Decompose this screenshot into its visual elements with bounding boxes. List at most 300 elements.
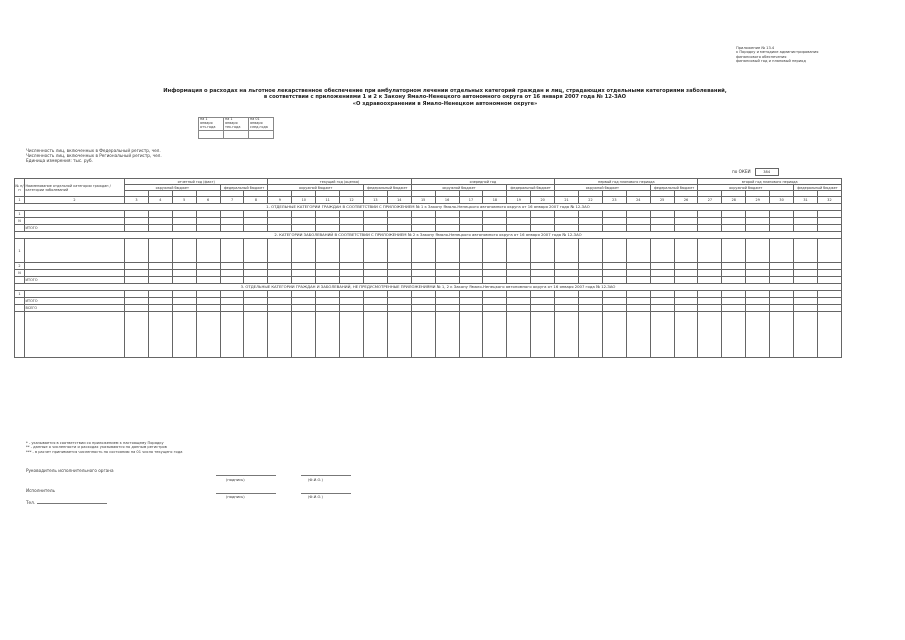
table-row	[15, 291, 842, 298]
table-cell	[268, 298, 292, 305]
table-cell	[817, 211, 841, 218]
table-cell	[483, 225, 507, 232]
table-cell	[602, 298, 626, 305]
table-cell: 3. ОТДЕЛЬНЫЕ КАТЕГОРИИ ГРАЖДАН И ЗАБОЛЕВАНИЙ, НЕ ПРЕДУСМОТРЕННЫЕ ПРИЛОЖЕНИЯМИ № 1, 2 к Закону Ямало-Ненецкого автономного округа от 16 января 2007 года № 12-ЗАО	[15, 284, 842, 291]
table-cell: N	[15, 218, 25, 225]
table-cell	[148, 239, 172, 263]
table-cell: 20	[531, 197, 555, 204]
table-cell	[25, 291, 125, 298]
table-cell	[531, 239, 555, 263]
table-cell	[507, 218, 531, 225]
table-cell	[746, 239, 770, 263]
table-cell	[148, 225, 172, 232]
table-cell	[817, 291, 841, 298]
table-cell	[411, 291, 435, 298]
table-cell	[340, 218, 364, 225]
table-cell: 1	[15, 239, 25, 263]
table-cell	[387, 270, 411, 277]
registry-dates-grid: на 1 января отч.года на 1 января тек.года на 01 января след.года	[198, 117, 274, 139]
table-cell	[292, 270, 316, 277]
table-cell	[746, 305, 770, 312]
table-cell	[722, 270, 746, 277]
table-cell	[172, 225, 196, 232]
table-cell	[125, 211, 149, 218]
table-cell: 30	[770, 197, 794, 204]
table-cell: 26	[674, 197, 698, 204]
table-cell	[602, 291, 626, 298]
table-cell: 29	[746, 197, 770, 204]
table-cell	[220, 277, 244, 284]
table-cell	[794, 270, 818, 277]
table-cell	[411, 263, 435, 270]
table-cell	[746, 277, 770, 284]
table-cell	[244, 218, 268, 225]
table-cell	[531, 218, 555, 225]
table-cell: 18	[483, 197, 507, 204]
table-cell	[531, 277, 555, 284]
table-cell: 5	[172, 197, 196, 204]
table-cell	[650, 211, 674, 218]
table-cell: 11	[316, 197, 340, 204]
table-cell	[602, 270, 626, 277]
header-cell: первый год планового периода	[555, 179, 698, 185]
table-cell	[172, 277, 196, 284]
table-cell	[817, 225, 841, 232]
table-cell	[411, 225, 435, 232]
table-cell	[387, 239, 411, 263]
table-cell	[507, 225, 531, 232]
table-cell	[244, 291, 268, 298]
table-cell	[292, 298, 316, 305]
table-cell	[555, 298, 579, 305]
table-cell	[172, 239, 196, 263]
table-cell	[794, 218, 818, 225]
table-cell	[435, 312, 459, 358]
section-3-total	[15, 298, 842, 305]
table-cell	[196, 225, 220, 232]
table-cell	[411, 239, 435, 263]
table-cell	[602, 211, 626, 218]
header-cell: Наименование отдельной категории граждан / категории заболеваний	[25, 179, 125, 197]
table-cell	[794, 263, 818, 270]
table-cell	[172, 211, 196, 218]
header-cell: федеральный бюджет	[220, 185, 268, 191]
table-cell	[579, 305, 603, 312]
table-cell	[531, 263, 555, 270]
table-cell	[722, 263, 746, 270]
table-cell	[316, 239, 340, 263]
table-cell	[340, 305, 364, 312]
table-cell	[268, 218, 292, 225]
table-cell: 2. КАТЕГОРИИ ЗАБОЛЕВАНИЙ В СООТВЕТСТВИИ С ПРИЛОЖЕНИЕМ № 2 к Закону Ямало-Ненецкого автономного округа от 16 января 2007 года № 12-ЗАО	[15, 232, 842, 239]
table-cell	[411, 277, 435, 284]
table-cell	[244, 263, 268, 270]
table-cell	[340, 298, 364, 305]
table-cell	[172, 312, 196, 358]
table-cell	[650, 218, 674, 225]
table-cell	[268, 270, 292, 277]
table-cell	[746, 312, 770, 358]
table-cell	[459, 225, 483, 232]
table-cell	[483, 239, 507, 263]
table-cell	[507, 298, 531, 305]
table-cell	[794, 291, 818, 298]
table-cell	[483, 263, 507, 270]
table-cell	[172, 298, 196, 305]
table-cell	[602, 239, 626, 263]
table-cell	[292, 211, 316, 218]
table-cell	[650, 277, 674, 284]
table-cell	[340, 225, 364, 232]
section-2-total	[15, 277, 842, 284]
table-cell: ИТОГО	[25, 225, 125, 232]
table-cell	[363, 305, 387, 312]
table-cell	[626, 239, 650, 263]
table-cell: N	[15, 270, 25, 277]
table-cell	[292, 277, 316, 284]
table-cell: 19	[507, 197, 531, 204]
table-cell	[722, 305, 746, 312]
table-cell	[579, 277, 603, 284]
table-cell	[722, 225, 746, 232]
table-cell	[602, 305, 626, 312]
table-cell	[483, 211, 507, 218]
table-cell	[172, 305, 196, 312]
table-cell	[25, 218, 125, 225]
table-cell	[316, 312, 340, 358]
table-cell: 1	[15, 211, 25, 218]
table-cell	[626, 298, 650, 305]
header-cell: № п/п	[15, 179, 25, 197]
table-cell	[507, 239, 531, 263]
table-cell	[674, 225, 698, 232]
table-cell: 1. ОТДЕЛЬНЫЕ КАТЕГОРИИ ГРАЖДАН В СООТВЕТСТВИИ С ПРИЛОЖЕНИЕМ № 1 к Закону Ямало-Ненецкого автономного округа от 16 января 2007 года № 12-ЗАО	[15, 204, 842, 211]
table-cell	[387, 312, 411, 358]
table-cell	[746, 225, 770, 232]
table-cell	[817, 298, 841, 305]
table-cell	[268, 239, 292, 263]
table-cell	[746, 263, 770, 270]
table-cell: 27	[698, 197, 722, 204]
table-cell	[698, 298, 722, 305]
table-cell	[268, 312, 292, 358]
table-cell	[387, 263, 411, 270]
table-cell	[435, 305, 459, 312]
table-cell: 7	[220, 197, 244, 204]
header-cell: федеральный бюджет	[794, 185, 842, 191]
table-cell	[555, 312, 579, 358]
table-cell	[220, 270, 244, 277]
table-cell	[674, 218, 698, 225]
table-cell	[794, 312, 818, 358]
table-cell	[507, 291, 531, 298]
table-cell	[579, 225, 603, 232]
table-cell	[626, 270, 650, 277]
table-cell	[435, 263, 459, 270]
table-cell: 31	[794, 197, 818, 204]
table-cell	[268, 305, 292, 312]
table-cell	[148, 291, 172, 298]
table-cell: 24	[626, 197, 650, 204]
table-cell	[387, 277, 411, 284]
table-cell	[483, 291, 507, 298]
table-cell	[817, 305, 841, 312]
table-cell	[650, 298, 674, 305]
table-cell	[363, 211, 387, 218]
table-cell	[268, 211, 292, 218]
table-row	[15, 312, 842, 358]
table-cell	[268, 277, 292, 284]
table-cell: ИТОГО	[25, 277, 125, 284]
table-cell	[363, 298, 387, 305]
table-cell	[172, 263, 196, 270]
table-cell	[435, 225, 459, 232]
table-cell	[770, 218, 794, 225]
table-cell	[292, 263, 316, 270]
table-cell	[292, 218, 316, 225]
table-cell	[316, 211, 340, 218]
table-cell	[220, 218, 244, 225]
table-cell	[411, 211, 435, 218]
expenses-table	[14, 178, 842, 358]
table-cell	[674, 211, 698, 218]
header-cell: очередной год	[411, 179, 554, 185]
table-cell	[531, 305, 555, 312]
table-cell	[507, 305, 531, 312]
table-cell	[148, 270, 172, 277]
table-cell	[340, 291, 364, 298]
table-cell	[650, 305, 674, 312]
table-cell	[340, 263, 364, 270]
table-cell	[172, 291, 196, 298]
table-cell: ВСЕГО	[25, 305, 125, 312]
table-cell	[435, 291, 459, 298]
table-cell	[25, 312, 125, 358]
table-cell: 2	[25, 197, 125, 204]
table-cell	[196, 211, 220, 218]
section-3-header	[15, 284, 842, 291]
table-cell	[507, 277, 531, 284]
table-cell	[555, 263, 579, 270]
table-cell	[244, 211, 268, 218]
page-title: Информация о расходах на льготное лекарственное обеспечение при амбулаторном лечении отдельных категорий граждан и лиц, страдающих отдельными категориями заболеваний, в соответствии с приложениями 1 и 2 к Закону Ямало-Ненецкого автономного округа от 16 января 2007 года № 12-ЗАО «О здравоохранении в Ямало-Ненецком автономном округе»	[163, 88, 727, 107]
table-cell	[794, 298, 818, 305]
table-cell	[25, 239, 125, 263]
table-cell	[363, 277, 387, 284]
table-cell: 14	[387, 197, 411, 204]
table-row	[15, 218, 842, 225]
table-cell	[722, 218, 746, 225]
table-cell	[220, 291, 244, 298]
table-cell	[148, 305, 172, 312]
table-cell	[626, 291, 650, 298]
table-cell	[626, 263, 650, 270]
table-cell: 17	[459, 197, 483, 204]
table-cell	[698, 312, 722, 358]
table-cell	[148, 218, 172, 225]
table-cell	[411, 312, 435, 358]
table-cell	[722, 211, 746, 218]
table-cell	[650, 239, 674, 263]
table-cell	[459, 305, 483, 312]
table-cell	[459, 277, 483, 284]
table-cell	[220, 211, 244, 218]
table-cell	[650, 263, 674, 270]
table-cell	[125, 263, 149, 270]
table-cell	[316, 305, 340, 312]
table-cell: 22	[579, 197, 603, 204]
table-cell	[125, 225, 149, 232]
table-cell	[340, 211, 364, 218]
table-cell	[268, 225, 292, 232]
table-cell	[125, 239, 149, 263]
table-cell	[674, 277, 698, 284]
table-cell	[316, 263, 340, 270]
table-cell	[15, 298, 25, 305]
table-cell	[531, 312, 555, 358]
table-cell	[626, 225, 650, 232]
table-cell: 12	[340, 197, 364, 204]
table-cell	[817, 277, 841, 284]
table-cell	[268, 263, 292, 270]
table-cell	[698, 291, 722, 298]
table-cell	[579, 239, 603, 263]
table-cell	[483, 270, 507, 277]
table-cell	[698, 270, 722, 277]
table-cell	[459, 211, 483, 218]
table-cell	[507, 211, 531, 218]
table-cell	[770, 239, 794, 263]
table-cell	[411, 305, 435, 312]
table-row	[15, 239, 842, 263]
table-cell	[698, 263, 722, 270]
table-cell	[25, 211, 125, 218]
table-cell	[363, 270, 387, 277]
header-cell: окружной бюджет	[555, 185, 651, 191]
table-cell	[172, 270, 196, 277]
table-cell	[626, 211, 650, 218]
table-cell	[340, 239, 364, 263]
table-cell	[292, 312, 316, 358]
table-cell	[626, 218, 650, 225]
table-cell	[722, 312, 746, 358]
table-cell	[722, 291, 746, 298]
table-cell	[196, 277, 220, 284]
table-cell	[244, 298, 268, 305]
table-cell	[15, 225, 25, 232]
table-cell	[531, 298, 555, 305]
table-cell	[196, 298, 220, 305]
table-cell	[626, 277, 650, 284]
header-cell: окружной бюджет	[268, 185, 364, 191]
table-cell	[602, 312, 626, 358]
table-cell	[746, 291, 770, 298]
table-cell	[602, 263, 626, 270]
table-cell	[292, 239, 316, 263]
table-cell	[674, 270, 698, 277]
okei-code: по ОКЕИ 384	[732, 168, 779, 176]
table-cell	[244, 312, 268, 358]
table-cell	[794, 239, 818, 263]
table-cell	[459, 291, 483, 298]
appendix-note: Приложение № 13.4 к Порядку и методике администрирования финансового обеспечения финансовый год и плановый период	[736, 46, 819, 64]
table-cell: 9	[268, 197, 292, 204]
table-cell	[125, 218, 149, 225]
table-cell	[125, 291, 149, 298]
table-cell	[387, 218, 411, 225]
table-cell: 2	[15, 263, 25, 270]
table-cell	[483, 218, 507, 225]
table-cell	[507, 263, 531, 270]
table-cell	[555, 218, 579, 225]
table-cell	[196, 312, 220, 358]
table-cell	[579, 270, 603, 277]
table-cell	[340, 270, 364, 277]
table-cell	[698, 305, 722, 312]
table-cell	[650, 225, 674, 232]
table-cell	[25, 270, 125, 277]
section-1-header	[15, 204, 842, 211]
table-cell: 23	[602, 197, 626, 204]
table-cell	[387, 298, 411, 305]
table-cell: 8	[244, 197, 268, 204]
table-cell: 28	[722, 197, 746, 204]
table-cell	[220, 298, 244, 305]
header-cell: текущий год (оценка)	[268, 179, 411, 185]
section-1-total	[15, 225, 842, 232]
table-cell	[507, 312, 531, 358]
table-cell	[674, 291, 698, 298]
table-cell	[148, 277, 172, 284]
table-cell	[602, 277, 626, 284]
table-cell	[435, 277, 459, 284]
table-cell	[411, 270, 435, 277]
table-cell	[196, 263, 220, 270]
table-cell	[125, 270, 149, 277]
table-cell	[698, 277, 722, 284]
table-cell	[196, 305, 220, 312]
table-cell	[555, 239, 579, 263]
table-cell	[531, 211, 555, 218]
table-cell	[363, 225, 387, 232]
table-cell	[363, 239, 387, 263]
table-cell	[602, 225, 626, 232]
table-cell	[650, 270, 674, 277]
table-cell	[746, 298, 770, 305]
header-cell: окружной бюджет	[411, 185, 507, 191]
table-cell	[698, 218, 722, 225]
table-cell	[817, 239, 841, 263]
table-cell: 6	[196, 197, 220, 204]
table-cell	[626, 305, 650, 312]
table-cell	[148, 211, 172, 218]
table-cell	[220, 239, 244, 263]
table-cell	[459, 239, 483, 263]
table-cell	[459, 270, 483, 277]
table-cell	[770, 291, 794, 298]
table-cell	[817, 312, 841, 358]
footnotes: * - указывается в соответствии со приложением к настоящему Порядку ** - данные о численности и расходах указываются по данным регистров *** - в расчет принимается численность по состоянию на 01 число текущего года	[26, 441, 183, 454]
table-cell	[125, 312, 149, 358]
table-cell	[770, 270, 794, 277]
table-cell	[244, 305, 268, 312]
table-cell	[316, 270, 340, 277]
table-cell	[387, 291, 411, 298]
table-cell: 4	[148, 197, 172, 204]
section-2-header	[15, 232, 842, 239]
table-cell	[555, 305, 579, 312]
header-cell: федеральный бюджет	[650, 185, 698, 191]
